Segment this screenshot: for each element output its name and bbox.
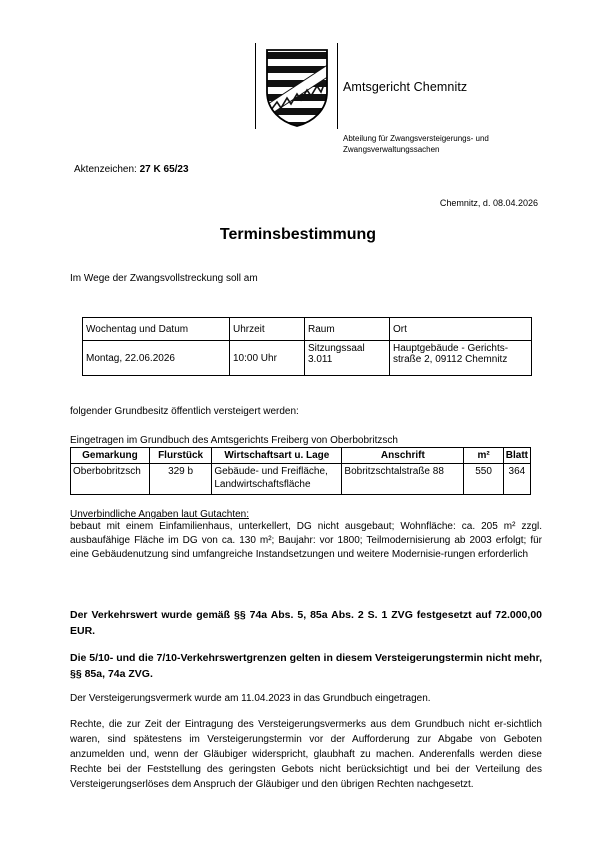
schedule-room: Sitzungssaal 3.011 (305, 341, 390, 376)
property-header-row (71, 448, 531, 464)
property-district: Oberbobritzsch (71, 464, 150, 495)
entry-text: Der Versteigerungsvermerk wurde am 11.04.2023 in das Grundbuch eingetragen. (70, 693, 431, 704)
market-value-text: Der Verkehrswert wurde gemäß §§ 74a Abs. 5, 85a Abs. 2 S. 1 ZVG festgesetzt auf 72.000,00 EUR. (70, 609, 542, 637)
property-address: Bobritzschtalstraße 88 (342, 464, 464, 495)
place-date: Chemnitz, d. 08.04.2026 (439, 198, 538, 208)
appraisal-heading: Unverbindliche Angaben laut Gutachten: (70, 509, 250, 520)
property-row (71, 464, 531, 495)
schedule-time: 10:00 Uhr (230, 341, 305, 376)
property-header-sheet: Blatt (503, 448, 530, 464)
value-limits-text: Die 5/10- und die 7/10-Verkehrswertgrenzen gelten in diesem Versteigerungstermin nicht mehr, §§ 85a, 74a ZVG. (70, 652, 542, 680)
schedule-header-location: Ort (390, 318, 532, 341)
schedule-header-room: Raum (305, 318, 390, 341)
appraisal-text: bebaut mit einem Einfamilienhaus, unterkellert, DG nicht ausgebaut; Wohnfläche: ca. 205 m² zzgl. ausbaufähige Fläche im DG von ca. 130 m²; Baujahr: vor 1800; Teilmodernisierung ab 2003 erfolgt; für eine Gebäudenutzung sind umfangreiche Instandsetzungen und weitere Modernisie-rungen erforderlich (70, 521, 542, 560)
schedule-location: Hauptgebäude - Gerichts-straße 2, 09112 Chemnitz (390, 341, 532, 376)
schedule-header-row (83, 318, 532, 341)
schedule-header-date: Wochentag und Datum (83, 318, 230, 341)
property-header-district: Gemarkung (71, 448, 150, 464)
property-table (70, 447, 531, 495)
schedule-header-time: Uhrzeit (230, 318, 305, 341)
schedule-date: Montag, 22.06.2026 (83, 341, 230, 376)
file-reference (74, 164, 189, 175)
intro-text: Im Wege der Zwangsvollstreckung soll am (70, 273, 258, 284)
property-use: Gebäude- und Freifläche, Landwirtschaftsfläche (212, 464, 342, 495)
property-sheet: 364 (503, 464, 530, 495)
property-parcel: 329 b (149, 464, 212, 495)
property-area: 550 (464, 464, 503, 495)
land-register-text: Eingetragen im Grundbuch des Amtsgerichts Freiberg von Oberbobritzsch (70, 435, 398, 446)
court-name: Amtsgericht Chemnitz (343, 80, 468, 94)
header-rule-right (337, 43, 338, 129)
rights-text: Rechte, die zur Zeit der Eintragung des Versteigerungsvermerks aus dem Grundbuch nicht er-sichtlich waren, sind spätestens im Versteigerungstermin vor der Aufforderung zur Abgabe von Geboten anzumelden und, wenn der Gläubiger widerspricht, glaubhaft zu machen. Anderenfalls werden diese Rechte bei der Feststellung des geringsten Gebots nicht berücksichtigt und bei der Verteilung des Versteigerungserlöses dem Anspruch der Gläubiger und den übrigen Rechten nachgesetzt. (70, 719, 542, 790)
schedule-table (82, 317, 532, 376)
saxony-coat-of-arms-icon (263, 48, 331, 128)
schedule-row (83, 341, 532, 376)
department-name: Abteilung für Zwangsversteigerungs- und Zwangsverwaltungssachen (343, 134, 489, 154)
property-header-use: Wirtschaftsart u. Lage (212, 448, 342, 464)
sold-text: folgender Grundbesitz öffentlich versteigert werden: (70, 406, 299, 417)
file-number: 27 K 65/23 (139, 164, 189, 175)
property-header-parcel: Flurstück (149, 448, 212, 464)
file-label: Aktenzeichen: (74, 164, 137, 175)
property-header-address: Anschrift (342, 448, 464, 464)
header-rule-left (255, 43, 256, 129)
property-header-area: m² (464, 448, 503, 464)
page-title: Terminsbestimmung (219, 226, 377, 243)
